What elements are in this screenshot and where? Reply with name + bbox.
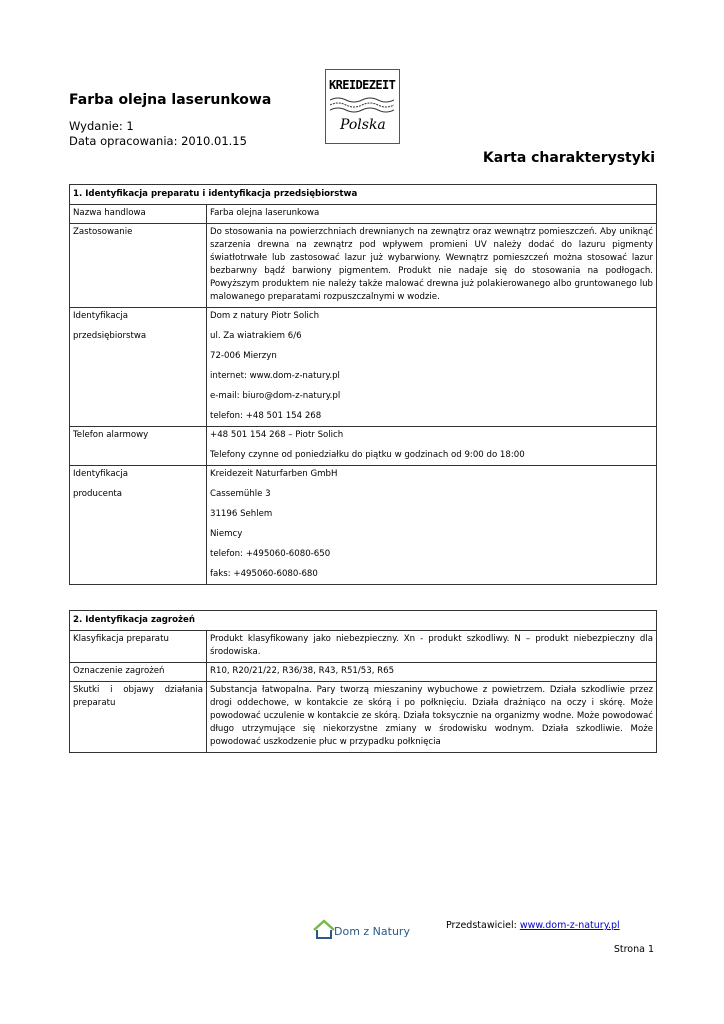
kreidezeit-logo [325, 69, 400, 144]
logo-brand: KREIDEZEIT [329, 78, 396, 92]
producer-details [207, 466, 657, 585]
house-icon [312, 918, 336, 940]
revision-date: Data opracowania: 2010.01.15 [69, 134, 247, 148]
representative-label: Przedstawiciel: [446, 920, 520, 931]
company-name: Dom z natury Piotr Solich [210, 311, 320, 321]
producer-country: Niemcy [210, 529, 243, 539]
trade-name-label: Nazwa handlowa [70, 205, 207, 224]
representative-link[interactable]: www.dom-z-natury.pl [519, 920, 620, 931]
producer-city: 31196 Sehlem [210, 509, 273, 519]
alarm-details [207, 427, 657, 466]
alarm-phone: +48 501 154 268 – Piotr Solich [210, 430, 344, 440]
company-email: e-mail: biuro@dom-z-natury.pl [210, 391, 341, 401]
section-1-heading: 1. Identyfikacja preparatu i identyfikacja przedsiębiorstwa [70, 185, 657, 205]
company-city: 72-006 Mierzyn [210, 351, 277, 361]
company-street: ul. Za wiatrakiem 6/6 [210, 331, 302, 341]
logo-country: Polska [340, 117, 386, 133]
company-details [207, 308, 657, 427]
logo-waves-icon [330, 96, 394, 114]
representative [446, 920, 620, 931]
document-type: Karta charakterystyki [482, 150, 655, 166]
producer-fax: faks: +495060-6080-680 [210, 569, 318, 579]
effects-value: Substancja łatwopalna. Pary tworzą mieszaniny wybuchowe z powietrzem. Działa szkodliwie przez drogi oddechowe, w kontakcie ze skórą i po połknięciu. Działa drażniąco na oczy i skórę. Może powodować uczulenie w kontakcie ze skórą. Działa toksycznie na organizmy wodne. Może powodować długo utrzymujące się niekorzystne zmiany w środowisku wodnym. Działa szkodliwie. Może powodować uszkodzenie płuc w przypadku połknięcia [207, 682, 657, 753]
section-1-table [69, 184, 657, 585]
company-label-line: przedsiębiorstwa [73, 331, 147, 341]
usage-label: Zastosowanie [70, 224, 207, 308]
effects-label: Skutki i objawy działania preparatu [70, 682, 207, 753]
dom-z-natury-logo [312, 918, 412, 942]
usage-value: Do stosowania na powierzchniach drewnianych na zewnątrz oraz wewnątrz pomieszczeń. Aby uniknąć szarzenia drewna na zewnątrz pod wpływem promieni UV należy dodać do lazuru pigmenty światłotrwałe lub zastosować lazur już wybarwiony. Wewnątrz pomieszczeń można stosować lazur bezbarwny bądź barwiony pigmentem. Produkt nie nadaje się do stosowania na podłogach. Powyższym produktem nie należy także malować drewna już polakierowanego albo gruntowanego lub malowanego preparatami rozpuszczalnymi w wodzie. [207, 224, 657, 308]
producer-label-line: producenta [73, 489, 123, 499]
producer-name: Kreidezeit Naturfarben GmbH [210, 469, 338, 479]
footer-logo-text: Dom z Natury [334, 925, 410, 938]
section-2-table [69, 610, 657, 753]
trade-name-value: Farba olejna laserunkowa [207, 205, 657, 224]
producer-label-line: Identyfikacja [73, 469, 129, 479]
classification-label: Klasyfikacja preparatu [70, 631, 207, 663]
company-label [70, 308, 207, 427]
hazard-label: Oznaczenie zagrożeń [70, 663, 207, 682]
alarm-hours: Telefony czynne od poniedziałku do piątku w godzinach od 9:00 do 18:00 [210, 450, 525, 460]
producer-label [70, 466, 207, 585]
alarm-label: Telefon alarmowy [70, 427, 207, 466]
edition: Wydanie: 1 [69, 119, 134, 133]
section-2-heading: 2. Identyfikacja zagrożeń [70, 611, 657, 631]
company-phone: telefon: +48 501 154 268 [210, 411, 322, 421]
producer-phone: telefon: +495060-6080-650 [210, 549, 331, 559]
classification-value: Produkt klasyfikowany jako niebezpieczny. Xn - produkt szkodliwy. N – produkt niebezpieczny dla środowiska. [207, 631, 657, 663]
document-title: Farba olejna laserunkowa [69, 92, 272, 108]
company-label-line: Identyfikacja [73, 311, 129, 321]
company-website: internet: www.dom-z-natury.pl [210, 371, 340, 381]
page-number: Strona 1 [613, 944, 654, 955]
producer-street: Cassemühle 3 [210, 489, 271, 499]
hazard-value: R10, R20/21/22, R36/38, R43, R51/53, R65 [207, 663, 657, 682]
